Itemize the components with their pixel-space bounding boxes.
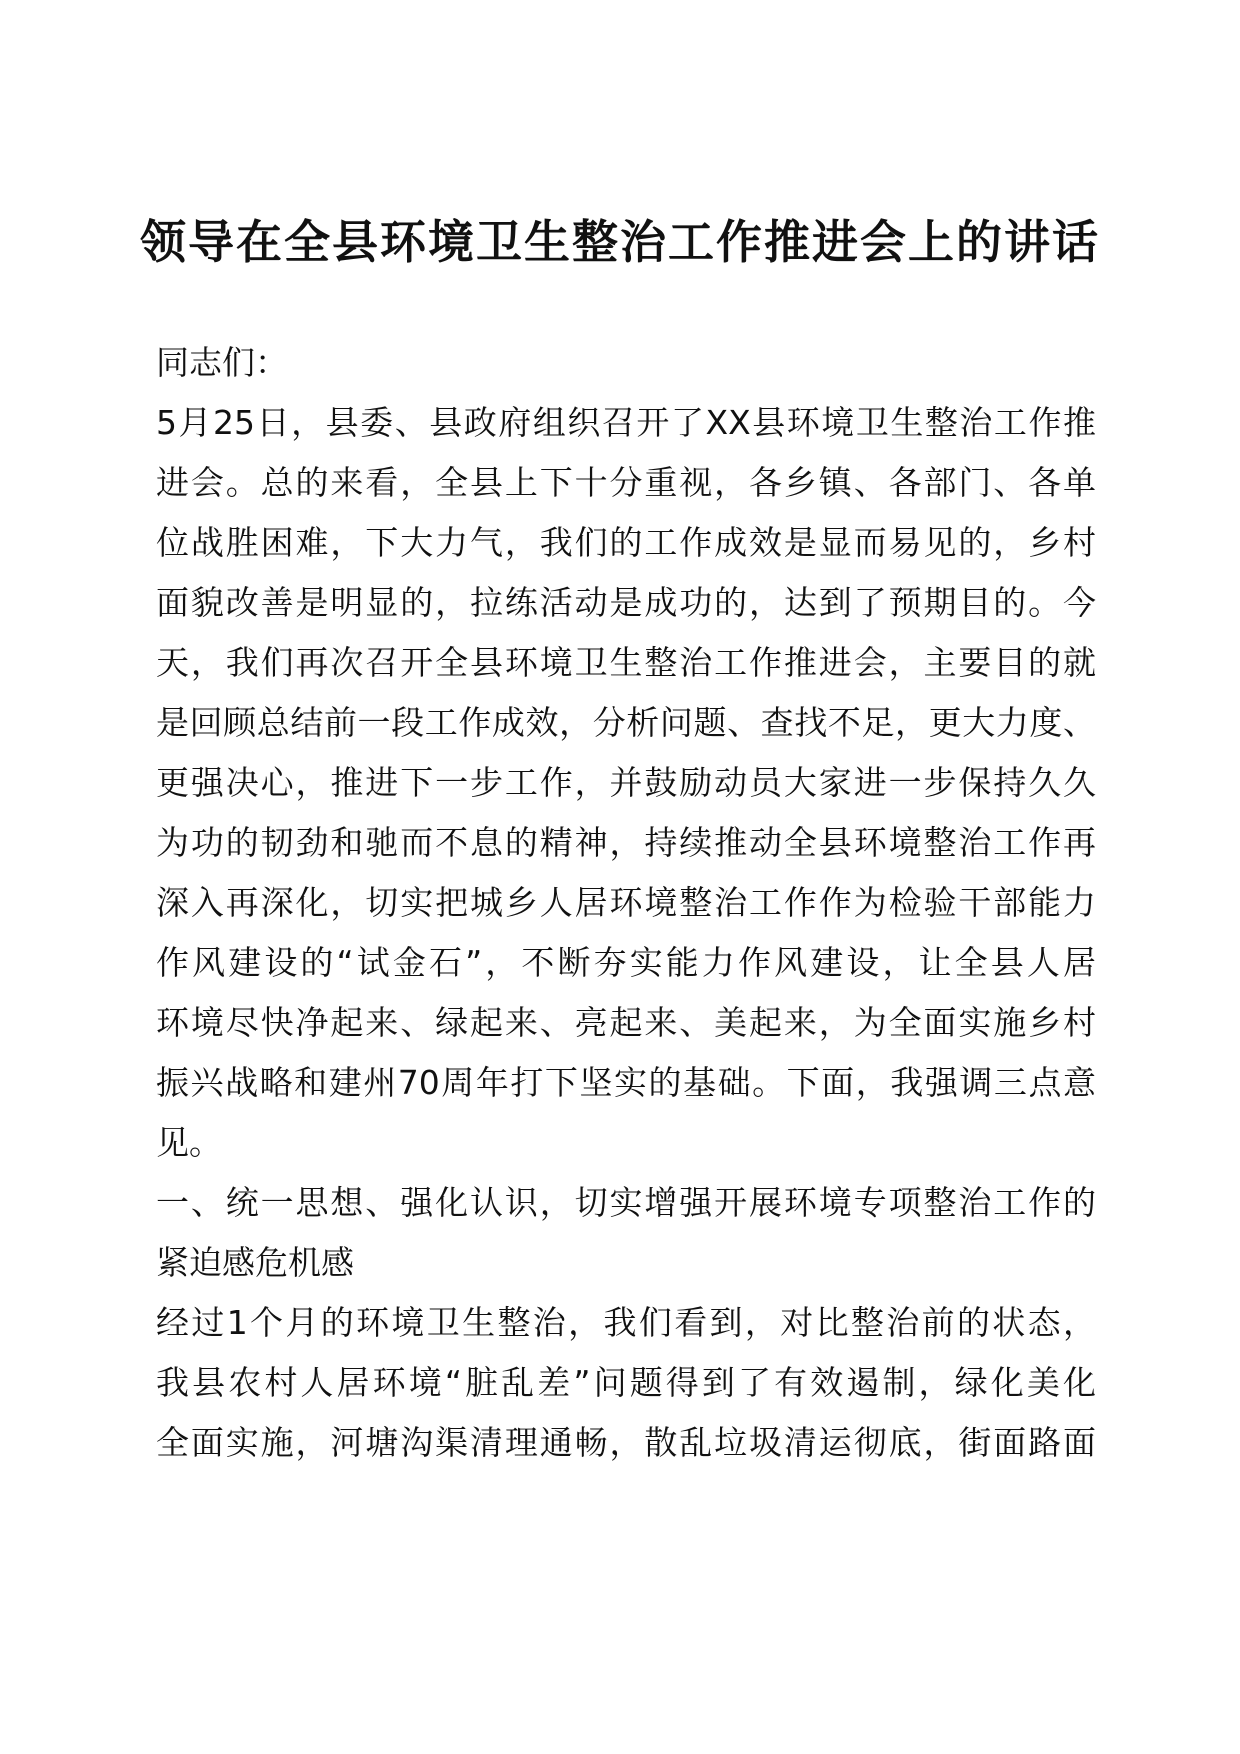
paragraph-line: 天，我们再次召开全县环境卫生整治工作推进会，主要目的就: [156, 643, 1096, 682]
paragraph-line: 深入再深化，切实把城乡人居环境整治工作作为检验干部能力: [156, 883, 1096, 922]
paragraph-line: 我县农村人居环境“脏乱差”问题得到了有效遏制，绿化美化: [156, 1363, 1096, 1402]
paragraph-line: 是回顾总结前一段工作成效，分析问题、查找不足，更大力度、: [156, 703, 1096, 742]
paragraph-line: 见。: [156, 1123, 222, 1162]
paragraph-line: 振兴战略和建州70周年打下坚实的基础。下面，我强调三点意: [156, 1063, 1096, 1102]
document-title: 领导在全县环境卫生整治工作推进会上的讲话: [140, 215, 1100, 269]
paragraph-line: 面貌改善是明显的，拉练活动是成功的，达到了预期目的。今: [156, 583, 1096, 622]
paragraph-line: 经过1个月的环境卫生整治，我们看到，对比整治前的状态，: [156, 1303, 1096, 1342]
paragraph-line: 更强决心，推进下一步工作，并鼓励动员大家进一步保持久久: [156, 763, 1096, 802]
section-heading-line: 一、统一思想、强化认识，切实增强开展环境专项整治工作的: [156, 1183, 1096, 1222]
paragraph-line: 5月25日，县委、县政府组织召开了XX县环境卫生整治工作推: [156, 403, 1096, 442]
paragraph-line: 进会。总的来看，全县上下十分重视，各乡镇、各部门、各单: [156, 463, 1096, 502]
section-heading-line: 紧迫感危机感: [156, 1243, 354, 1282]
paragraph-line: 作风建设的“试金石”，不断夯实能力作风建设，让全县人居: [156, 943, 1096, 982]
paragraph-line: 全面实施，河塘沟渠清理通畅，散乱垃圾清运彻底，街面路面: [156, 1423, 1096, 1462]
paragraph-line: 环境尽快净起来、绿起来、亮起来、美起来，为全面实施乡村: [156, 1003, 1096, 1042]
salutation-line: 同志们：: [156, 343, 288, 382]
paragraph-line: 为功的韧劲和驰而不息的精神，持续推动全县环境整治工作再: [156, 823, 1096, 862]
paragraph-line: 位战胜困难，下大力气，我们的工作成效是显而易见的，乡村: [156, 523, 1096, 562]
